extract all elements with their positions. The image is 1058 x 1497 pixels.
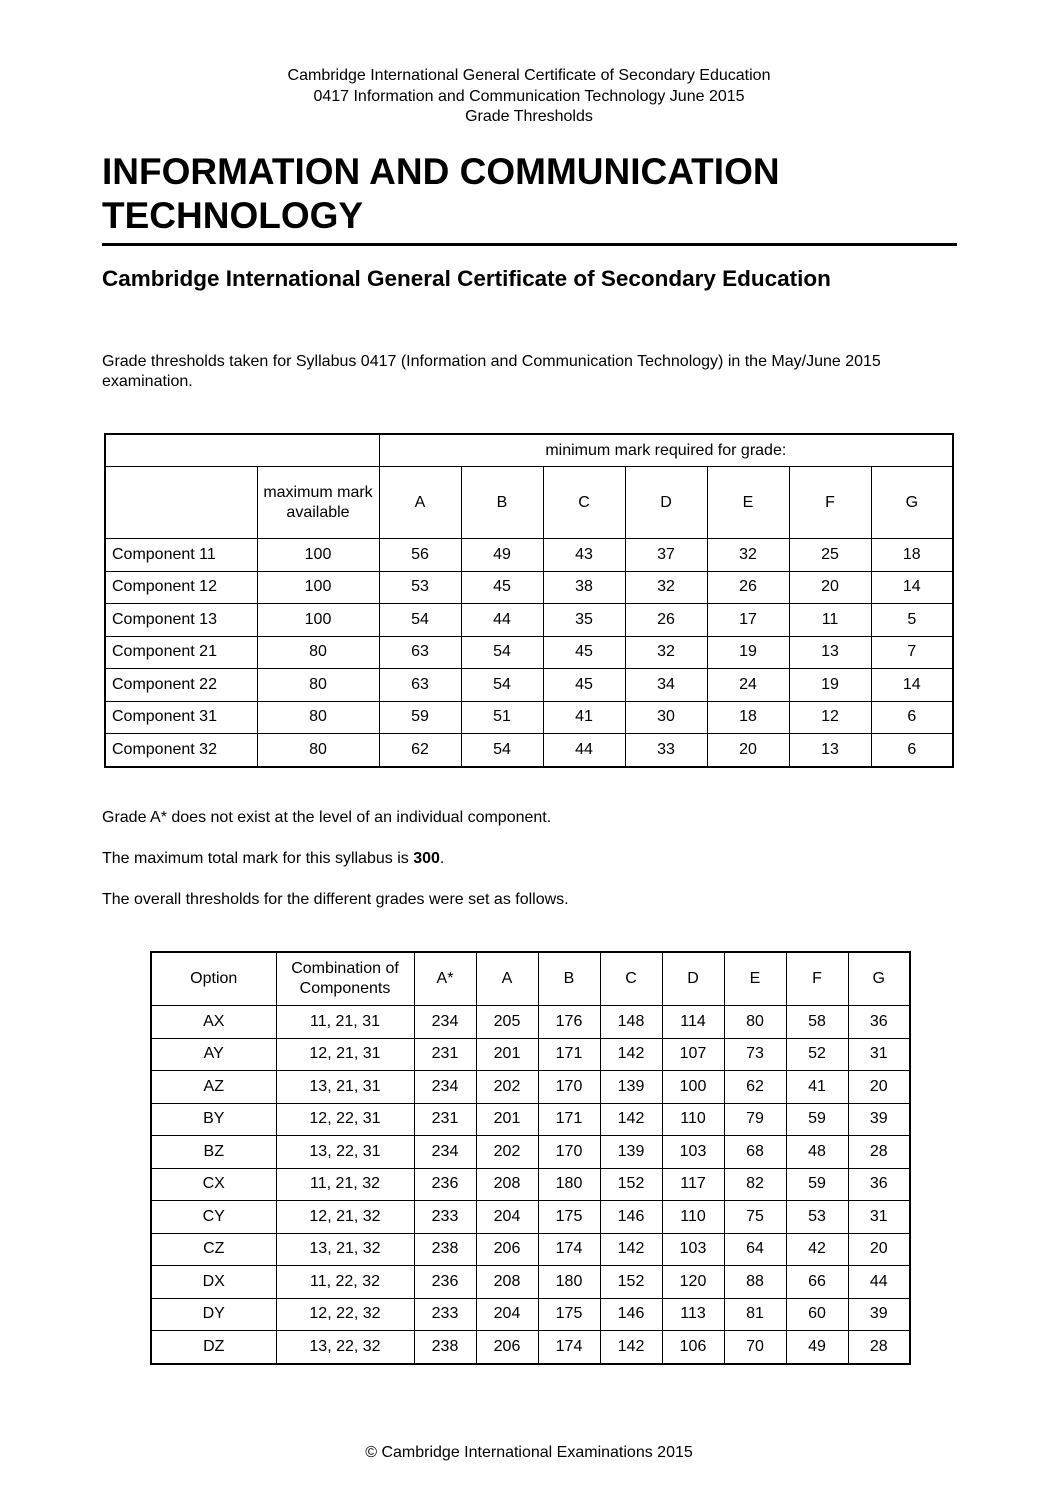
max-mark-cell: 80 <box>257 669 379 702</box>
grade-mark-cell: 18 <box>707 701 789 734</box>
combination-cell: 13, 22, 31 <box>276 1136 414 1169</box>
table-row <box>151 1006 910 1039</box>
max-mark-cell: 80 <box>257 636 379 669</box>
grade-mark-cell: 49 <box>786 1331 848 1364</box>
grade-mark-cell: 48 <box>786 1136 848 1169</box>
grade-mark-cell: 20 <box>848 1233 910 1266</box>
component-name-cell: Component 12 <box>105 571 257 604</box>
grade-mark-cell: 19 <box>707 636 789 669</box>
grade-mark-cell: 32 <box>625 636 707 669</box>
option-cell: CZ <box>151 1233 276 1266</box>
grade-mark-cell: 114 <box>662 1006 724 1039</box>
grade-mark-cell: 58 <box>786 1006 848 1039</box>
combination-cell: 13, 22, 32 <box>276 1331 414 1364</box>
table-row <box>151 1136 910 1169</box>
grade-mark-cell: 142 <box>600 1233 662 1266</box>
grade-mark-cell: 59 <box>786 1103 848 1136</box>
grade-mark-cell: 24 <box>707 669 789 702</box>
grade-mark-cell: 82 <box>724 1168 786 1201</box>
title-divider <box>102 243 957 246</box>
grade-mark-cell: 26 <box>707 571 789 604</box>
grade-mark-cell: 142 <box>600 1103 662 1136</box>
grade-mark-cell: 103 <box>662 1136 724 1169</box>
option-cell: CX <box>151 1168 276 1201</box>
page-subtitle: Cambridge International General Certificate of Secondary Education <box>102 266 831 291</box>
grade-mark-cell: 206 <box>476 1331 538 1364</box>
grade-mark-cell: 37 <box>625 539 707 572</box>
grade-mark-cell: 31 <box>848 1038 910 1071</box>
grade-header: G <box>848 952 910 1006</box>
grade-mark-cell: 28 <box>848 1136 910 1169</box>
grade-mark-cell: 41 <box>543 701 625 734</box>
table-row <box>151 1168 910 1201</box>
grade-mark-cell: 117 <box>662 1168 724 1201</box>
empty-header-cell <box>105 434 379 467</box>
grade-mark-cell: 63 <box>379 669 461 702</box>
table-row <box>151 1331 910 1364</box>
grade-mark-cell: 171 <box>538 1038 600 1071</box>
grade-mark-cell: 12 <box>789 701 871 734</box>
grade-mark-cell: 53 <box>786 1201 848 1234</box>
grade-mark-cell: 63 <box>379 636 461 669</box>
grade-header: A <box>476 952 538 1006</box>
table-row <box>105 734 953 767</box>
grade-mark-cell: 234 <box>414 1071 476 1104</box>
grade-mark-cell: 110 <box>662 1103 724 1136</box>
grade-mark-cell: 14 <box>871 669 953 702</box>
grade-mark-cell: 175 <box>538 1201 600 1234</box>
grade-mark-cell: 170 <box>538 1071 600 1104</box>
grade-mark-cell: 146 <box>600 1201 662 1234</box>
table-row <box>105 539 953 572</box>
grade-mark-cell: 17 <box>707 604 789 637</box>
grade-header: B <box>538 952 600 1006</box>
grade-mark-cell: 205 <box>476 1006 538 1039</box>
combination-cell: 11, 21, 31 <box>276 1006 414 1039</box>
grade-mark-cell: 79 <box>724 1103 786 1136</box>
grade-mark-cell: 236 <box>414 1266 476 1299</box>
grade-mark-cell: 42 <box>786 1233 848 1266</box>
grade-mark-cell: 54 <box>379 604 461 637</box>
grade-mark-cell: 44 <box>461 604 543 637</box>
grade-mark-cell: 13 <box>789 636 871 669</box>
table-header-row <box>105 434 953 467</box>
grade-mark-cell: 120 <box>662 1266 724 1299</box>
grade-mark-cell: 45 <box>543 636 625 669</box>
grade-mark-cell: 18 <box>871 539 953 572</box>
grade-mark-cell: 7 <box>871 636 953 669</box>
grade-mark-cell: 20 <box>707 734 789 767</box>
grade-mark-cell: 59 <box>379 701 461 734</box>
component-name-cell: Component 32 <box>105 734 257 767</box>
combination-cell: 12, 22, 31 <box>276 1103 414 1136</box>
grade-mark-cell: 39 <box>848 1103 910 1136</box>
grade-mark-cell: 45 <box>461 571 543 604</box>
grade-mark-cell: 152 <box>600 1168 662 1201</box>
grade-mark-cell: 139 <box>600 1071 662 1104</box>
grade-mark-cell: 13 <box>789 734 871 767</box>
grade-mark-cell: 234 <box>414 1006 476 1039</box>
combination-cell: 13, 21, 32 <box>276 1233 414 1266</box>
grade-mark-cell: 208 <box>476 1266 538 1299</box>
grade-mark-cell: 62 <box>724 1071 786 1104</box>
grade-mark-cell: 54 <box>461 734 543 767</box>
grade-mark-cell: 202 <box>476 1136 538 1169</box>
combination-cell: 12, 21, 32 <box>276 1201 414 1234</box>
grade-mark-cell: 231 <box>414 1103 476 1136</box>
grade-mark-cell: 39 <box>848 1298 910 1331</box>
component-table-body <box>105 539 953 767</box>
grade-mark-cell: 175 <box>538 1298 600 1331</box>
page-header <box>0 66 1058 128</box>
component-name-cell: Component 13 <box>105 604 257 637</box>
grade-mark-cell: 171 <box>538 1103 600 1136</box>
grade-mark-cell: 148 <box>600 1006 662 1039</box>
component-name-cell: Component 21 <box>105 636 257 669</box>
grade-mark-cell: 6 <box>871 701 953 734</box>
grade-mark-cell: 35 <box>543 604 625 637</box>
table-row <box>105 701 953 734</box>
component-name-cell: Component 22 <box>105 669 257 702</box>
option-cell: DY <box>151 1298 276 1331</box>
grade-header: G <box>871 467 953 539</box>
option-cell: CY <box>151 1201 276 1234</box>
grade-mark-cell: 53 <box>379 571 461 604</box>
grade-mark-cell: 25 <box>789 539 871 572</box>
grade-mark-cell: 44 <box>543 734 625 767</box>
grade-mark-cell: 34 <box>625 669 707 702</box>
grade-header: C <box>600 952 662 1006</box>
grade-mark-cell: 19 <box>789 669 871 702</box>
max-mark-cell: 100 <box>257 604 379 637</box>
grade-header: E <box>707 467 789 539</box>
header-line-syllabus: 0417 Information and Communication Technology June 2015 <box>313 87 745 105</box>
grade-mark-cell: 75 <box>724 1201 786 1234</box>
option-cell: AZ <box>151 1071 276 1104</box>
combination-header: Combination of Components <box>276 952 414 1006</box>
empty-header-cell <box>105 467 257 539</box>
grade-mark-cell: 66 <box>786 1266 848 1299</box>
grade-mark-cell: 43 <box>543 539 625 572</box>
note-max-total-value: 300 <box>413 850 440 867</box>
grade-mark-cell: 26 <box>625 604 707 637</box>
max-mark-cell: 80 <box>257 701 379 734</box>
grade-mark-cell: 62 <box>379 734 461 767</box>
grade-mark-cell: 110 <box>662 1201 724 1234</box>
grade-mark-cell: 174 <box>538 1331 600 1364</box>
option-thresholds-table <box>150 951 911 1365</box>
combination-cell: 12, 21, 31 <box>276 1038 414 1071</box>
table-row <box>151 1266 910 1299</box>
grade-header: D <box>625 467 707 539</box>
grade-mark-cell: 180 <box>538 1266 600 1299</box>
grade-mark-cell: 33 <box>625 734 707 767</box>
grade-mark-cell: 103 <box>662 1233 724 1266</box>
table-row <box>151 1201 910 1234</box>
grade-mark-cell: 142 <box>600 1331 662 1364</box>
grade-mark-cell: 231 <box>414 1038 476 1071</box>
copyright-footer: © Cambridge International Examinations 2015 <box>365 1444 693 1461</box>
table-row <box>151 1038 910 1071</box>
table-row <box>151 1103 910 1136</box>
combination-cell: 11, 22, 32 <box>276 1266 414 1299</box>
component-name-cell: Component 31 <box>105 701 257 734</box>
grade-mark-cell: 88 <box>724 1266 786 1299</box>
grade-header: B <box>461 467 543 539</box>
table-row <box>151 1233 910 1266</box>
grade-mark-cell: 206 <box>476 1233 538 1266</box>
grade-mark-cell: 32 <box>625 571 707 604</box>
table-row <box>105 636 953 669</box>
grade-header: A <box>379 467 461 539</box>
grade-mark-cell: 146 <box>600 1298 662 1331</box>
grade-mark-cell: 201 <box>476 1038 538 1071</box>
grade-mark-cell: 204 <box>476 1201 538 1234</box>
grade-mark-cell: 238 <box>414 1331 476 1364</box>
grade-mark-cell: 64 <box>724 1233 786 1266</box>
note-a-star: Grade A* does not exist at the level of an individual component. <box>102 809 552 826</box>
grade-mark-cell: 81 <box>724 1298 786 1331</box>
grade-mark-cell: 180 <box>538 1168 600 1201</box>
table-header-row <box>151 952 910 1006</box>
grade-mark-cell: 31 <box>848 1201 910 1234</box>
grade-mark-cell: 152 <box>600 1266 662 1299</box>
grade-mark-cell: 36 <box>848 1168 910 1201</box>
grade-header: F <box>789 467 871 539</box>
grade-mark-cell: 142 <box>600 1038 662 1071</box>
grade-mark-cell: 234 <box>414 1136 476 1169</box>
grade-mark-cell: 233 <box>414 1298 476 1331</box>
grade-header: A* <box>414 952 476 1006</box>
grade-mark-cell: 233 <box>414 1201 476 1234</box>
grade-mark-cell: 38 <box>543 571 625 604</box>
option-cell: DZ <box>151 1331 276 1364</box>
grade-mark-cell: 41 <box>786 1071 848 1104</box>
grade-header: F <box>786 952 848 1006</box>
grade-mark-cell: 52 <box>786 1038 848 1071</box>
table-row <box>105 669 953 702</box>
table-header-row <box>105 467 953 539</box>
grade-mark-cell: 204 <box>476 1298 538 1331</box>
component-thresholds-table <box>104 433 954 768</box>
grade-mark-cell: 56 <box>379 539 461 572</box>
grade-mark-cell: 5 <box>871 604 953 637</box>
grade-mark-cell: 11 <box>789 604 871 637</box>
option-cell: AX <box>151 1006 276 1039</box>
grade-mark-cell: 238 <box>414 1233 476 1266</box>
grade-mark-cell: 54 <box>461 636 543 669</box>
note-max-total <box>102 850 444 868</box>
table-row <box>151 1298 910 1331</box>
option-table-body <box>151 1006 910 1364</box>
grade-header: D <box>662 952 724 1006</box>
grade-mark-cell: 201 <box>476 1103 538 1136</box>
grade-mark-cell: 113 <box>662 1298 724 1331</box>
note-max-total-suffix: . <box>439 850 445 867</box>
max-mark-header: maximum mark available <box>257 467 379 539</box>
table-row <box>105 604 953 637</box>
grade-mark-cell: 49 <box>461 539 543 572</box>
component-name-cell: Component 11 <box>105 539 257 572</box>
grade-mark-cell: 20 <box>848 1071 910 1104</box>
grade-mark-cell: 30 <box>625 701 707 734</box>
grade-mark-cell: 68 <box>724 1136 786 1169</box>
grade-mark-cell: 45 <box>543 669 625 702</box>
grade-mark-cell: 51 <box>461 701 543 734</box>
grade-mark-cell: 59 <box>786 1168 848 1201</box>
grade-mark-cell: 202 <box>476 1071 538 1104</box>
table-row <box>105 571 953 604</box>
combination-cell: 13, 21, 31 <box>276 1071 414 1104</box>
intro-paragraph: Grade thresholds taken for Syllabus 0417 (Information and Communication Technology) in the May/June 2015 examination. <box>102 353 881 390</box>
option-cell: BY <box>151 1103 276 1136</box>
option-cell: AY <box>151 1038 276 1071</box>
note-overall: The overall thresholds for the different grades were set as follows. <box>102 891 569 908</box>
max-mark-cell: 100 <box>257 571 379 604</box>
grade-header: E <box>724 952 786 1006</box>
option-cell: BZ <box>151 1136 276 1169</box>
grade-mark-cell: 236 <box>414 1168 476 1201</box>
page-title: INFORMATION AND COMMUNICATION TECHNOLOGY <box>102 151 780 236</box>
grade-mark-cell: 107 <box>662 1038 724 1071</box>
grade-mark-cell: 54 <box>461 669 543 702</box>
option-cell: DX <box>151 1266 276 1299</box>
option-header: Option <box>151 952 276 1006</box>
grade-mark-cell: 73 <box>724 1038 786 1071</box>
grade-mark-cell: 80 <box>724 1006 786 1039</box>
grade-mark-cell: 208 <box>476 1168 538 1201</box>
combination-cell: 12, 22, 32 <box>276 1298 414 1331</box>
grade-header: C <box>543 467 625 539</box>
grade-mark-cell: 28 <box>848 1331 910 1364</box>
grade-mark-cell: 139 <box>600 1136 662 1169</box>
grade-mark-cell: 170 <box>538 1136 600 1169</box>
note-max-total-prefix: The maximum total mark for this syllabus is <box>102 850 414 867</box>
grade-mark-cell: 70 <box>724 1331 786 1364</box>
max-mark-cell: 80 <box>257 734 379 767</box>
header-line-grade-thresholds: Grade Thresholds <box>465 108 593 125</box>
combination-cell: 11, 21, 32 <box>276 1168 414 1201</box>
header-line-certificate: Cambridge International General Certificate of Secondary Education <box>287 67 771 84</box>
table-row <box>151 1071 910 1104</box>
grade-mark-cell: 44 <box>848 1266 910 1299</box>
grade-mark-cell: 176 <box>538 1006 600 1039</box>
grade-mark-cell: 106 <box>662 1331 724 1364</box>
grade-mark-cell: 20 <box>789 571 871 604</box>
grade-mark-cell: 100 <box>662 1071 724 1104</box>
grade-mark-cell: 60 <box>786 1298 848 1331</box>
grade-mark-cell: 32 <box>707 539 789 572</box>
grade-mark-cell: 6 <box>871 734 953 767</box>
grade-mark-cell: 36 <box>848 1006 910 1039</box>
group-header-cell: minimum mark required for grade: <box>379 434 953 467</box>
max-mark-cell: 100 <box>257 539 379 572</box>
grade-mark-cell: 14 <box>871 571 953 604</box>
grade-mark-cell: 174 <box>538 1233 600 1266</box>
